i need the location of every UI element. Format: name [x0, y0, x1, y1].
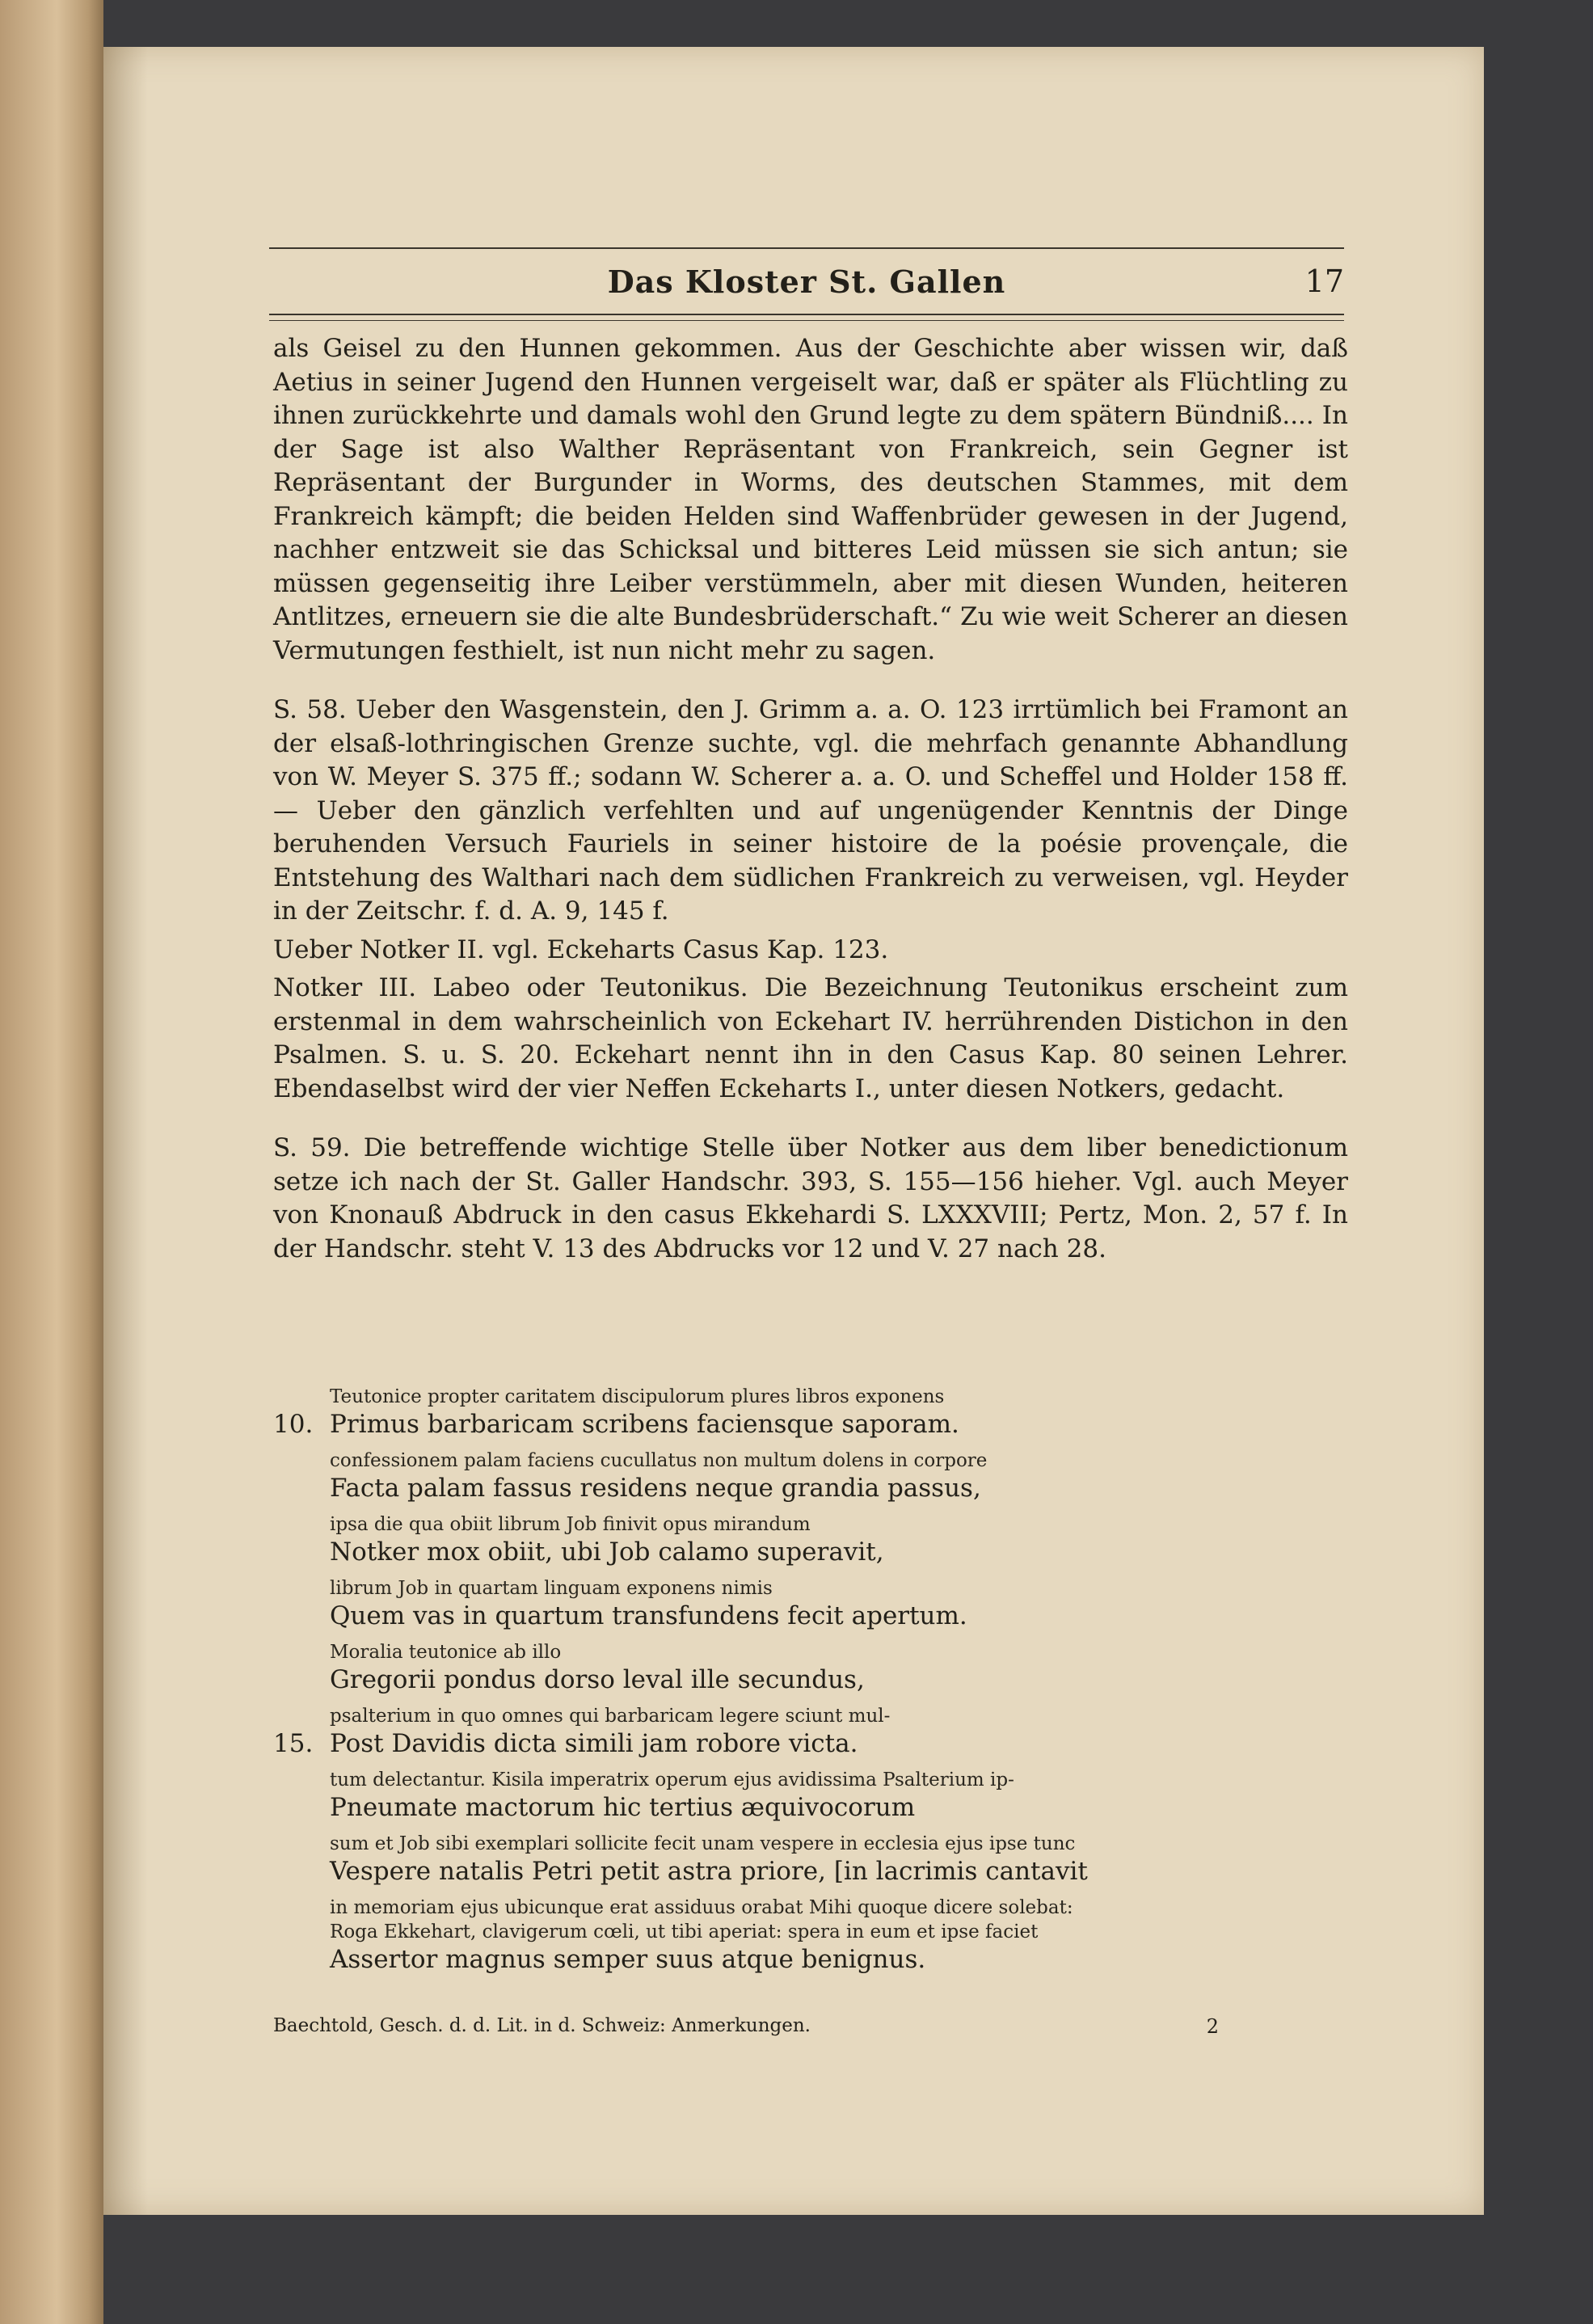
verse-number: 10.: [273, 1410, 314, 1439]
interlinear-gloss: Teutonice propter caritatem discipulorum plures libros exponens: [330, 1386, 945, 1407]
interlinear-gloss: Roga Ekkehart, clavigerum cœli, ut tibi aperiat: spera in eum et ipse faciet: [330, 1921, 1039, 1942]
verse-line: [273, 1791, 1348, 1824]
verse-text: Primus barbaricam scribens faciensque saporam.: [330, 1410, 959, 1439]
verse-group: [273, 1705, 1348, 1761]
verse-line: [273, 1727, 1348, 1761]
verse-text: Notker mox obiit, ubi Job calamo superavit,: [330, 1537, 884, 1567]
page-footer: [273, 2015, 1348, 2036]
printer-signature: Baechtold, Gesch. d. d. Lit. in d. Schweiz: Anmerkungen.: [273, 2015, 811, 2036]
interlinear-gloss: ipsa die qua obiit librum Job finivit opus mirandum: [330, 1514, 811, 1535]
verse-text: Facta palam fassus residens neque grandia passus,: [330, 1474, 981, 1503]
interlinear-gloss: tum delectantur. Kisila imperatrix operum ejus avidissima Psalterium ip-: [330, 1769, 1014, 1790]
paragraph-1: als Geisel zu den Hunnen gekommen. Aus der Geschichte aber wissen wir, daß Aetius in seiner Jugend den Hunnen vergeiselt war, daß er später als Flüchtling zu ihnen zurückkehrte und damals wohl den Grund legte zu dem spätern Bündniß.... In der Sage ist also Walther Repräsentant von Frankreich, sein Gegner ist Repräsentant der Burgunder in Worms, des deutschen Stammes, mit dem Frankreich kämpft; die beiden Helden sind Waffenbrüder gewesen in der Jugend, nachher entzweit sie das Schicksal und bitteres Leid müssen sie sich antun; sie müssen gegenseitig ihre Leiber verstümmeln, aber mit diesen Wunden, heiteren Antlitzes, erneuern sie die alte Bundesbrüderschaft.“ Zu wie weit Scherer an diesen Vermutungen festhielt, ist nun nicht mehr zu sagen.: [273, 334, 1348, 665]
verse-text: Vespere natalis Petri petit astra priore, [in lacrimis cantavit: [330, 1857, 1088, 1886]
verse-line: [273, 1408, 1348, 1441]
verse-text: Quem vas in quartum transfundens fecit apertum.: [330, 1601, 967, 1630]
verse-group: [273, 1449, 1348, 1505]
verse-group: [273, 1769, 1348, 1824]
running-title: Das Kloster St. Gallen: [607, 264, 1006, 300]
paragraph-3: Ueber Notker II. vgl. Eckeharts Casus Kap. 123.: [273, 934, 889, 964]
verse-group: [273, 1641, 1348, 1697]
interlinear-gloss: sum et Job sibi exemplari sollicite fecit unam vespere in ecclesia ejus ipse tunc: [330, 1833, 1076, 1854]
interlinear-gloss: in memoriam ejus ubicunque erat assiduus orabat Mihi quoque dicere solebat:: [330, 1897, 1073, 1918]
header-rule-top: [269, 247, 1344, 249]
verse-line: [273, 1600, 1348, 1633]
paragraph-5: S. 59. Die betreffende wichtige Stelle über Notker aus dem liber benedictionum setze ich nach der St. Galler Handschr. 393, S. 155—156 hieher. Vgl. auch Meyer von Knonauß Abdruck in den casus Ekkehardi S. LXXXVIII; Pertz, Mon. 2, 57 f. In der Handschr. steht V. 13 des Abdrucks vor 12 und V. 27 nach 28.: [273, 1133, 1348, 1263]
verse-text: Assertor magnus semper suus atque benignus.: [330, 1945, 926, 1974]
sheet-number: 2: [1206, 2015, 1219, 2038]
interlinear-gloss: confessionem palam faciens cucullatus non multum dolens in corpore: [330, 1450, 988, 1471]
verse-group: [273, 1513, 1348, 1569]
verse-line: [273, 1664, 1348, 1697]
verse-line: [273, 1943, 1348, 1976]
verse-group: [273, 1386, 1348, 1441]
interlinear-gloss: psalterium in quo omnes qui barbaricam legere sciunt mul-: [330, 1706, 891, 1727]
verse-text: Pneumate mactorum hic tertius æquivocorum: [330, 1793, 916, 1822]
verse-group: [273, 1833, 1348, 1888]
verse-line: [273, 1855, 1348, 1888]
verse-text: Post Davidis dicta simili jam robore victa.: [330, 1729, 858, 1758]
page-number: 17: [1304, 264, 1344, 299]
verse-text: Gregorii pondus dorso leval ille secundus,: [330, 1665, 865, 1694]
interlinear-gloss: librum Job in quartam linguam exponens nimis: [330, 1578, 773, 1599]
verse-number: 15.: [273, 1729, 314, 1758]
header-rule-bottom: [269, 314, 1344, 315]
body-text: [273, 332, 1348, 1266]
verse-group: [273, 1896, 1348, 1919]
paragraph-2: S. 58. Ueber den Wasgenstein, den J. Grimm a. a. O. 123 irrtümlich bei Framont an der elsaß-lothringischen Grenze suchte, vgl. die mehrfach genannte Abhandlung von W. Meyer S. 375 ff.; sodann W. Scherer a. a. O. und Scheffel und Holder 158 ff. — Ueber den gänzlich verfehlten und auf ungenügender Kenntnis der Dinge beruhenden Versuch Fauriels in seiner histoire de la poésie provençale, die Entstehung des Walthari nach dem südlichen Frankreich zu verweisen, vgl. Heyder in der Zeitschr. f. d. A. 9, 145 f.: [273, 695, 1348, 926]
paragraph-4: Notker III. Labeo oder Teutonikus. Die Bezeichnung Teutonikus erscheint zum erstenmal in dem wahrscheinlich von Eckehart IV. herrührenden Distichon in den Psalmen. S. u. S. 20. Eckehart nennt ihn in den Casus Kap. 80 seinen Lehrer. Ebendaselbst wird der vier Neffen Eckeharts I., unter diesen Notkers, gedacht.: [273, 973, 1348, 1103]
book-left-page-edge: [0, 0, 103, 2324]
header-rule-thin: [269, 320, 1344, 321]
document-page: [103, 47, 1484, 2215]
verse-line: [273, 1536, 1348, 1569]
verse-group: [273, 1921, 1348, 1976]
interlinear-gloss: Moralia teutonice ab illo: [330, 1642, 562, 1663]
verse-line: [273, 1472, 1348, 1505]
verse-group: [273, 1577, 1348, 1633]
latin-poem: [273, 1386, 1348, 1984]
